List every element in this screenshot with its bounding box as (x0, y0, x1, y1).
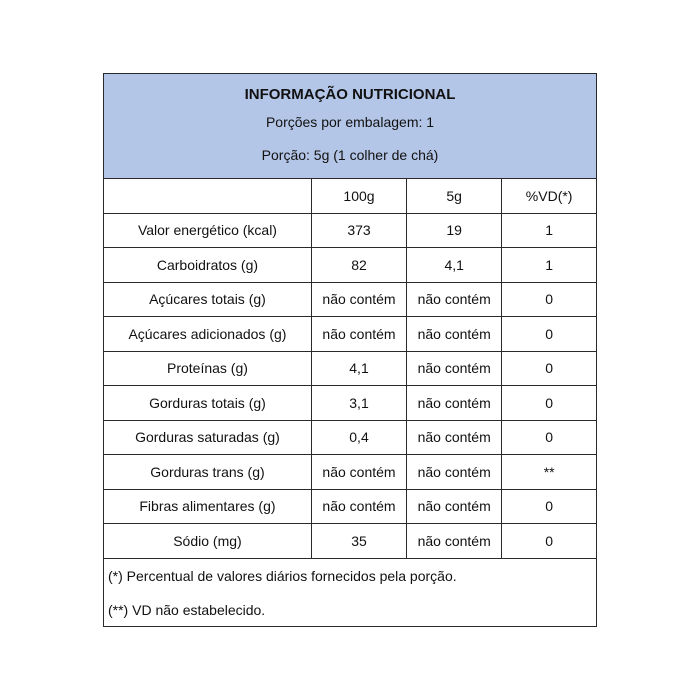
nutrient-name: Fibras alimentares (g) (104, 489, 311, 524)
table-header-row (104, 179, 596, 213)
nutrient-name: Proteínas (g) (104, 351, 311, 386)
value-100g: não contém (311, 455, 406, 490)
value-vd: 0 (502, 489, 596, 524)
servings-per-package: Porções por embalagem: 1 (265, 114, 435, 130)
nutrient-name: Carboidratos (g) (104, 248, 311, 283)
value-100g: 82 (311, 248, 406, 283)
table-row (104, 213, 596, 248)
value-100g: não contém (311, 282, 406, 317)
label-title: INFORMAÇÃO NUTRICIONAL (244, 86, 456, 103)
value-5g: não contém (407, 489, 502, 524)
nutrient-name: Gorduras trans (g) (104, 455, 311, 490)
value-5g: 19 (407, 213, 502, 248)
value-vd: 0 (502, 386, 596, 421)
table-row (104, 317, 596, 352)
table-row (104, 420, 596, 455)
value-100g: 35 (311, 524, 406, 559)
value-5g: não contém (407, 455, 502, 490)
footnote-vd-percent: (*) Percentual de valores diários fornecidos pela porção. (108, 567, 457, 584)
table-row (104, 489, 596, 524)
nutrient-name: Açúcares totais (g) (104, 282, 311, 317)
value-vd: 0 (502, 420, 596, 455)
value-vd: 0 (502, 351, 596, 386)
value-100g: não contém (311, 317, 406, 352)
footnotes (104, 559, 596, 627)
value-100g: 0,4 (311, 420, 406, 455)
nutrient-name: Sódio (mg) (104, 524, 311, 559)
table-row (104, 455, 596, 490)
value-5g: não contém (407, 386, 502, 421)
value-100g: 3,1 (311, 386, 406, 421)
value-vd: ** (502, 455, 596, 490)
footnote-vd-not-established: (**) VD não estabelecido. (108, 601, 266, 618)
nutrient-name: Açúcares adicionados (g) (104, 317, 311, 352)
value-vd: 0 (502, 317, 596, 352)
column-header-100g: 100g (311, 179, 406, 213)
column-header-nutrient (104, 179, 311, 213)
value-5g: não contém (407, 317, 502, 352)
table-row (104, 351, 596, 386)
value-5g: não contém (407, 420, 502, 455)
value-100g: 373 (311, 213, 406, 248)
value-vd: 0 (502, 524, 596, 559)
value-vd: 0 (502, 282, 596, 317)
value-100g: 4,1 (311, 351, 406, 386)
serving-size: Porção: 5g (1 colher de chá) (261, 147, 439, 163)
value-5g: não contém (407, 351, 502, 386)
column-header-5g: 5g (407, 179, 502, 213)
nutrient-name: Valor energético (kcal) (104, 213, 311, 248)
table-row (104, 282, 596, 317)
label-header (104, 74, 596, 179)
nutrient-name: Gorduras saturadas (g) (104, 420, 311, 455)
value-5g: não contém (407, 282, 502, 317)
column-header-vd: %VD(*) (502, 179, 596, 213)
nutrient-name: Gorduras totais (g) (104, 386, 311, 421)
value-vd: 1 (502, 248, 596, 283)
value-vd: 1 (502, 213, 596, 248)
table-row (104, 248, 596, 283)
value-5g: 4,1 (407, 248, 502, 283)
nutrition-facts-label (103, 73, 597, 627)
table-row (104, 386, 596, 421)
table-row (104, 524, 596, 559)
nutrition-table (104, 179, 596, 559)
value-100g: não contém (311, 489, 406, 524)
value-5g: não contém (407, 524, 502, 559)
